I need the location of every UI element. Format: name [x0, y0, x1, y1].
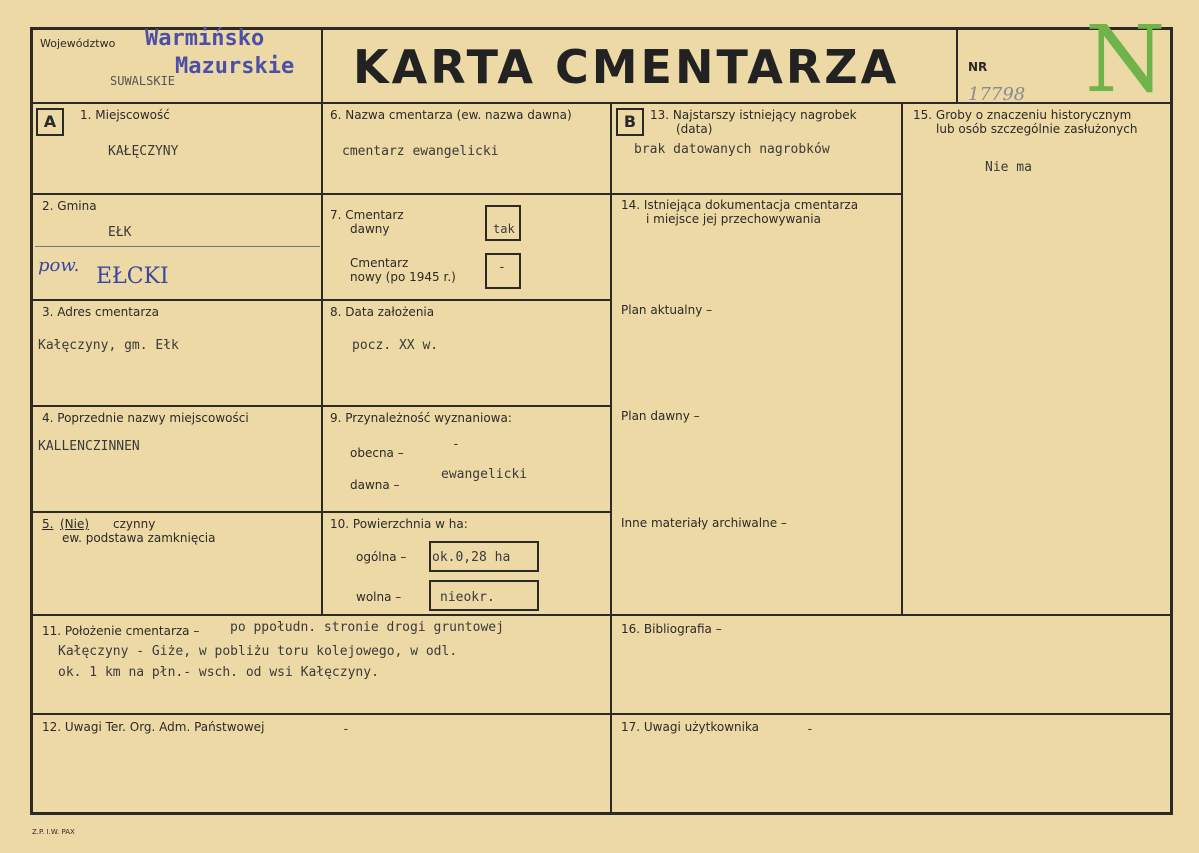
f11-label: 11. Położenie cmentarza – — [42, 624, 200, 638]
f4-label: 4. Poprzednie nazwy miejscowości — [42, 411, 249, 425]
frame-right — [1170, 27, 1173, 815]
f14-inne-materialy: Inne materiały archiwalne – — [621, 516, 787, 530]
f7-label-new: Cmentarz — [350, 256, 409, 270]
f12-label: 12. Uwagi Ter. Org. Adm. Państwowej — [42, 720, 265, 734]
f9-obecna-value: - — [452, 437, 460, 452]
f8-value: pocz. XX w. — [352, 338, 439, 353]
f10-wolna-value: nieokr. — [440, 590, 495, 605]
f13-label-1: 13. Najstarszy istniejący nagrobek — [650, 108, 857, 122]
f10-label: 10. Powierzchnia w ha: — [330, 517, 468, 531]
f17-label: 17. Uwagi użytkownika — [621, 720, 760, 734]
nr-label: NR — [968, 60, 988, 74]
gmina-separator — [35, 246, 320, 247]
f17-value: - — [806, 722, 814, 737]
f15-label-2: lub osób szczególnie zasłużonych — [936, 122, 1138, 136]
f5-label-nie: (Nie) — [60, 517, 90, 531]
stamp-line-1: Warmińsko — [145, 26, 265, 51]
f9-dawna-value: ewangelicki — [441, 467, 528, 482]
row-div-5 — [30, 614, 1173, 616]
wojewodztwo-label: Województwo — [40, 37, 116, 50]
nr-value: 17798 — [968, 84, 1026, 105]
stamp-line-2: Mazurskie — [175, 54, 295, 79]
frame-bottom — [30, 812, 1173, 815]
f3-label: 3. Adres cmentarza — [42, 305, 159, 319]
f5-label-line2: ew. podstawa zamknięcia — [62, 531, 216, 545]
row-div-2 — [30, 299, 612, 301]
f5-label-num: 5. — [42, 517, 54, 531]
f7-label-new2: nowy (po 1945 r.) — [350, 270, 456, 284]
f1-value: KAŁĘCZYNY — [108, 144, 179, 159]
f6-value: cmentarz ewangelicki — [342, 144, 499, 159]
old-voivodeship: SUWALSKIE — [110, 74, 176, 88]
f2-hand-pow: pow. — [38, 255, 80, 276]
col-div-1 — [321, 102, 323, 614]
f1-label: 1. Miejscowość — [80, 108, 170, 122]
f15-value: Nie ma — [985, 160, 1032, 175]
header-div1 — [321, 27, 323, 104]
f5-label-rest: czynny — [113, 517, 156, 531]
f3-value: Kałęczyny, gm. Ełk — [38, 338, 179, 353]
f6-label: 6. Nazwa cmentarza (ew. nazwa dawna) — [330, 108, 572, 122]
header-div2 — [956, 27, 958, 104]
f2-label: 2. Gmina — [42, 199, 97, 213]
f4-value: KALLENCZINNEN — [38, 439, 140, 454]
col-div-2 — [610, 102, 612, 814]
f7-label-old: 7. Cmentarz — [330, 208, 404, 222]
section-b-marker: B — [616, 108, 644, 136]
f7-value-new: - — [498, 260, 506, 275]
row-div-3 — [30, 405, 612, 407]
printer-footer: Z.P. I.W. PAX — [32, 828, 75, 836]
f11-line1: po ppołudn. stronie drogi gruntowej — [230, 620, 504, 635]
card-title: KARTA CMENTARZA — [353, 40, 900, 94]
f14-plan-dawny: Plan dawny – — [621, 409, 700, 423]
f14-label-2: i miejsce jej przechowywania — [646, 212, 821, 226]
green-mark: N — [1085, 6, 1166, 113]
col-div-3 — [901, 102, 903, 614]
f10-ogolna-label: ogólna – — [356, 550, 407, 564]
row-div-6 — [30, 713, 1173, 715]
f10-ogolna-value: ok.0,28 ha — [432, 550, 511, 565]
section-a-marker: A — [36, 108, 64, 136]
f7-label-old2: dawny — [350, 222, 390, 236]
f11-line3: ok. 1 km na płn.- wsch. od wsi Kałęczyny. — [58, 665, 379, 680]
f2-value: EŁK — [108, 225, 132, 240]
f14-label-1: 14. Istniejąca dokumentacja cmentarza — [621, 198, 859, 212]
f8-label: 8. Data założenia — [330, 305, 435, 319]
f12-value: - — [342, 722, 350, 737]
f9-label: 9. Przynależność wyznaniowa: — [330, 411, 512, 425]
f9-dawna-label: dawna – — [350, 478, 400, 492]
row-div-1 — [30, 193, 612, 195]
f7-value-old: tak — [493, 222, 515, 236]
f15-label-1: 15. Groby o znaczeniu historycznym — [913, 108, 1132, 122]
f9-obecna-label: obecna – — [350, 446, 404, 460]
f10-wolna-label: wolna – — [356, 590, 402, 604]
f2-hand-value: EŁCKI — [96, 264, 169, 289]
f13-value: brak datowanych nagrobków — [634, 142, 830, 157]
frame-left — [30, 27, 33, 815]
f14-plan-aktualny: Plan aktualny – — [621, 303, 713, 317]
row-div-col3 — [610, 193, 903, 195]
f11-line2: Kałęczyny - Giże, w pobliżu toru kolejowego, w odl. — [58, 644, 458, 659]
row-div-4 — [30, 511, 612, 513]
f13-label-2: (data) — [676, 122, 713, 136]
f16-label: 16. Bibliografia – — [621, 622, 722, 636]
